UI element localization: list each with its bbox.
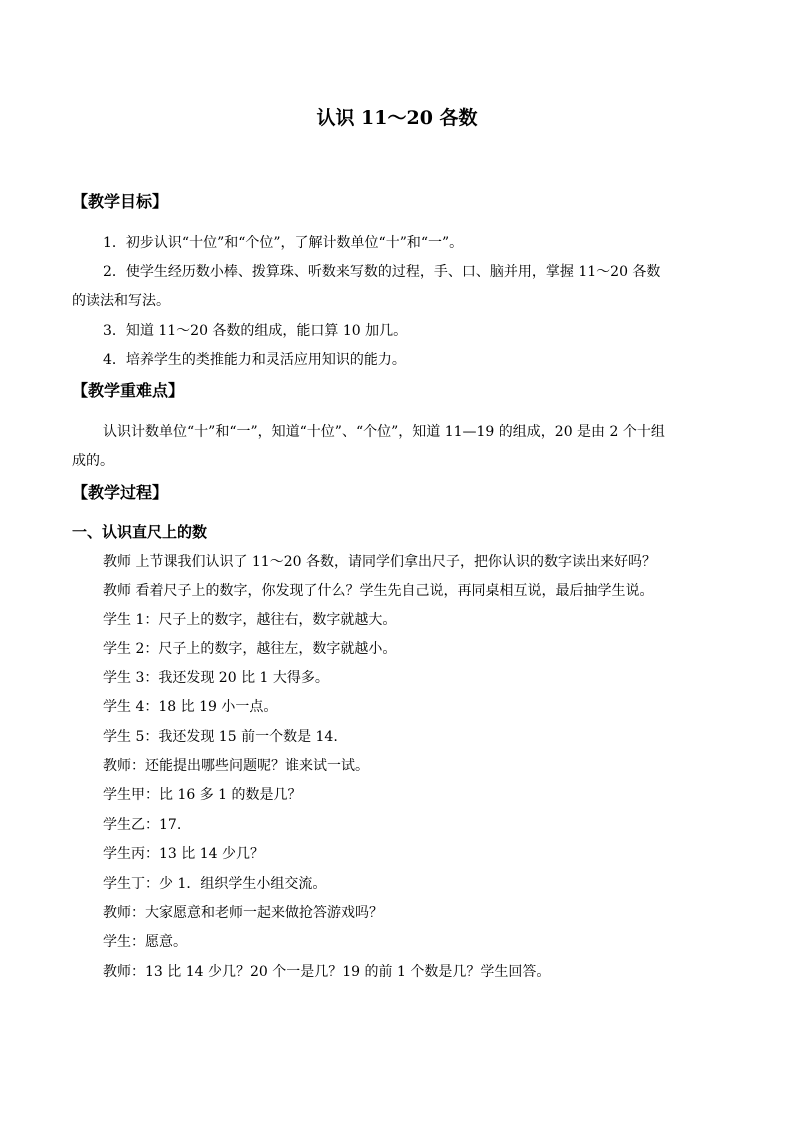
dialogue-line-11: 学生丙：13 比 14 少几？: [103, 846, 264, 862]
goal-line-4: 4．培养学生的类推能力和灵活应用知识的能力。: [103, 352, 406, 368]
dialogue-line-15: 教师：13 比 14 少几？20 个一是几？19 的前 1 个数是几？学生回答。: [103, 964, 551, 980]
dialogue-line-8: 教师：还能提出哪些问题呢？谁来试一试。: [103, 758, 369, 774]
dialogue-line-2: 教师 看着尺子上的数字，你发现了什么？学生先自己说，再同桌相互说，最后抽学生说。: [103, 583, 654, 599]
dialogue-line-12: 学生丁：少 1．组织学生小组交流。: [103, 876, 327, 892]
dialogue-line-10: 学生乙：17.: [103, 817, 182, 833]
dialogue-line-7: 学生 5：我还发现 15 前一个数是 14.: [103, 729, 338, 745]
goal-line-2: 2．使学生经历数小棒、拨算珠、听数来写数的过程，手、口、脑并用，掌握 11～20 各数: [103, 264, 661, 280]
keypoint-line-1: 认识计数单位“十”和“一”，知道“十位”、“个位”，知道 11—19 的组成，20 是由 2 个十组: [103, 424, 665, 440]
document-title: 认识 11～20 各数: [316, 107, 478, 129]
dialogue-line-5: 学生 3：我还发现 20 比 1 大得多。: [103, 670, 329, 686]
dialogue-line-4: 学生 2：尺子上的数字，越往左，数字就越小。: [103, 641, 397, 657]
section-heading-process: 【教学过程】: [72, 483, 169, 502]
section-heading-keypoints: 【教学重难点】: [72, 381, 185, 400]
dialogue-line-14: 学生：愿意。: [103, 934, 187, 950]
dialogue-line-13: 教师：大家愿意和老师一起来做抢答游戏吗？: [103, 905, 383, 921]
dialogue-line-1: 教师 上节课我们认识了 11～20 各数，请同学们拿出尺子，把你认识的数字读出来好吗？: [103, 554, 656, 570]
section-heading-goals: 【教学目标】: [72, 192, 169, 211]
dialogue-line-6: 学生 4：18 比 19 小一点。: [103, 699, 278, 715]
goal-line-2-cont: 的读法和写法。: [72, 293, 170, 309]
goal-line-1: 1．初步认识“十位”和“个位”，了解计数单位“十”和“一”。: [103, 235, 464, 251]
dialogue-line-9: 学生甲：比 16 多 1 的数是几？: [103, 787, 302, 803]
process-subheading: 一、认识直尺上的数: [72, 523, 208, 541]
goal-line-3: 3．知道 11～20 各数的组成，能口算 10 加几。: [103, 323, 408, 339]
keypoint-line-1-cont: 成的。: [72, 453, 114, 469]
dialogue-line-3: 学生 1：尺子上的数字，越往右，数字就越大。: [103, 612, 397, 628]
